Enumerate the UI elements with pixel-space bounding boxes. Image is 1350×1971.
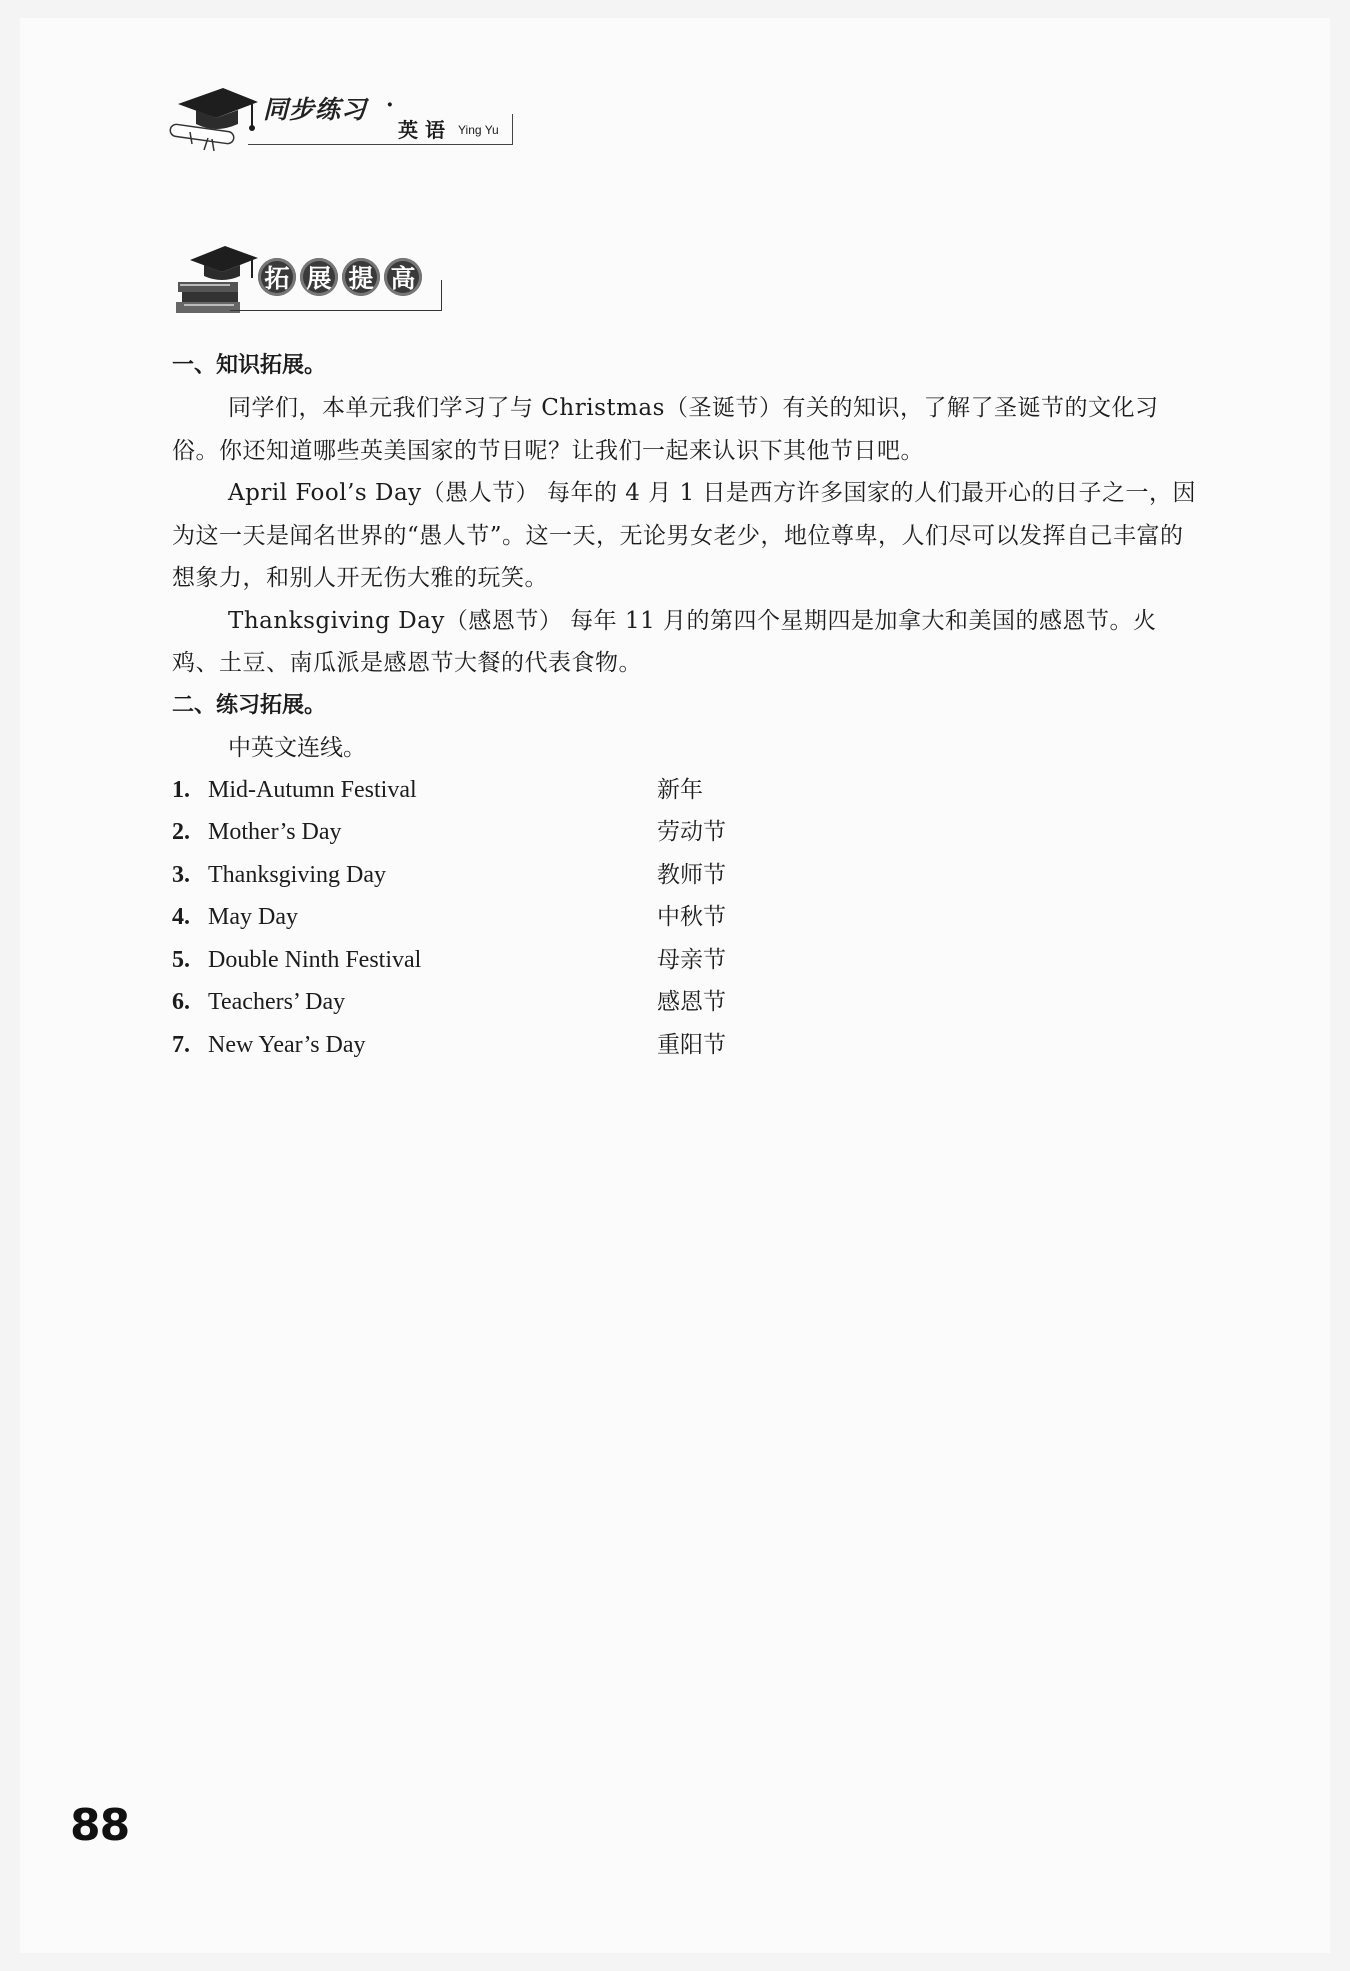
matching-item: [172, 769, 1202, 812]
item-english[interactable]: Thanksgiving Day: [208, 861, 386, 888]
matching-item: [172, 1024, 1202, 1067]
matching-item: [172, 939, 1202, 982]
book-header: [168, 82, 528, 152]
section-title-char: 提: [342, 258, 380, 296]
section-banner: [170, 240, 450, 320]
matching-list: [172, 769, 1202, 1067]
item-chinese[interactable]: 教师节: [657, 861, 726, 888]
item-number: 4.: [172, 904, 190, 930]
books-cap-icon: [170, 240, 260, 320]
item-number: 7.: [172, 1031, 190, 1058]
item-chinese[interactable]: 母亲节: [657, 946, 726, 973]
item-number: 5.: [172, 946, 190, 973]
matching-item: [172, 811, 1202, 854]
page-number: 88: [70, 1800, 130, 1851]
item-chinese[interactable]: 感恩节: [657, 989, 726, 1015]
exercise-content: [172, 345, 1202, 1066]
item-english[interactable]: New Year’s Day: [208, 1031, 366, 1058]
item-chinese[interactable]: 中秋节: [657, 904, 726, 930]
brand-title: 同步练习: [263, 95, 368, 124]
header-rule-end: [512, 114, 513, 145]
matching-item: [172, 896, 1202, 939]
item-chinese[interactable]: 劳动节: [657, 819, 726, 845]
item-english[interactable]: Mid-Autumn Festival: [208, 776, 417, 803]
item-number: 3.: [172, 861, 190, 888]
subject-pinyin: Ying Yu: [458, 123, 499, 137]
item-english[interactable]: Teachers’ Day: [208, 989, 346, 1015]
section-rule-end: [441, 280, 442, 311]
separator-dot: ·: [386, 92, 394, 118]
item-chinese[interactable]: 新年: [657, 776, 703, 803]
item-chinese[interactable]: 重阳节: [657, 1031, 726, 1058]
part2-heading: 二、练习拓展。: [172, 692, 327, 718]
matching-instruction: 中英文连线。: [228, 734, 366, 761]
header-underline: [248, 144, 513, 145]
item-number: 1.: [172, 776, 190, 803]
section-title-char: 拓: [258, 258, 296, 296]
item-english[interactable]: May Day: [208, 904, 298, 930]
intro-paragraph: 同学们，本单元我们学习了与 Christmas（圣诞节）有关的知识，了解了圣诞节的文化习俗。你还知道哪些英美国家的节日呢？让我们一起来认识下其他节日吧。: [172, 395, 1159, 464]
item-number: 2.: [172, 819, 190, 845]
section-underline: [230, 310, 442, 311]
graduation-cap-icon: [168, 82, 263, 152]
april-fools-paragraph: April Fool’s Day（愚人节） 每年的 4 月 1 日是西方许多国家的人们最开心的日子之一，因为这一天是闻名世界的“愚人节”。这一天，无论男女老少，地位尊卑，人们尽可以发挥自己丰富的想象力，和别人开无伤大雅的玩笑。: [172, 480, 1196, 591]
item-english[interactable]: Mother’s Day: [208, 819, 342, 845]
section-title-char: 高: [384, 258, 422, 296]
part1-heading: 一、知识拓展。: [172, 353, 327, 378]
subject-label: 英 语: [398, 118, 445, 142]
item-number: 6.: [172, 989, 190, 1015]
matching-item: [172, 981, 1202, 1024]
thanksgiving-paragraph: Thanksgiving Day（感恩节） 每年 11 月的第四个星期四是加拿大和美国的感恩节。火鸡、土豆、南瓜派是感恩节大餐的代表食物。: [172, 607, 1157, 676]
item-english[interactable]: Double Ninth Festival: [208, 946, 422, 973]
section-title-char: 展: [300, 258, 338, 296]
matching-item: [172, 854, 1202, 897]
section-title-badges: [258, 258, 422, 296]
